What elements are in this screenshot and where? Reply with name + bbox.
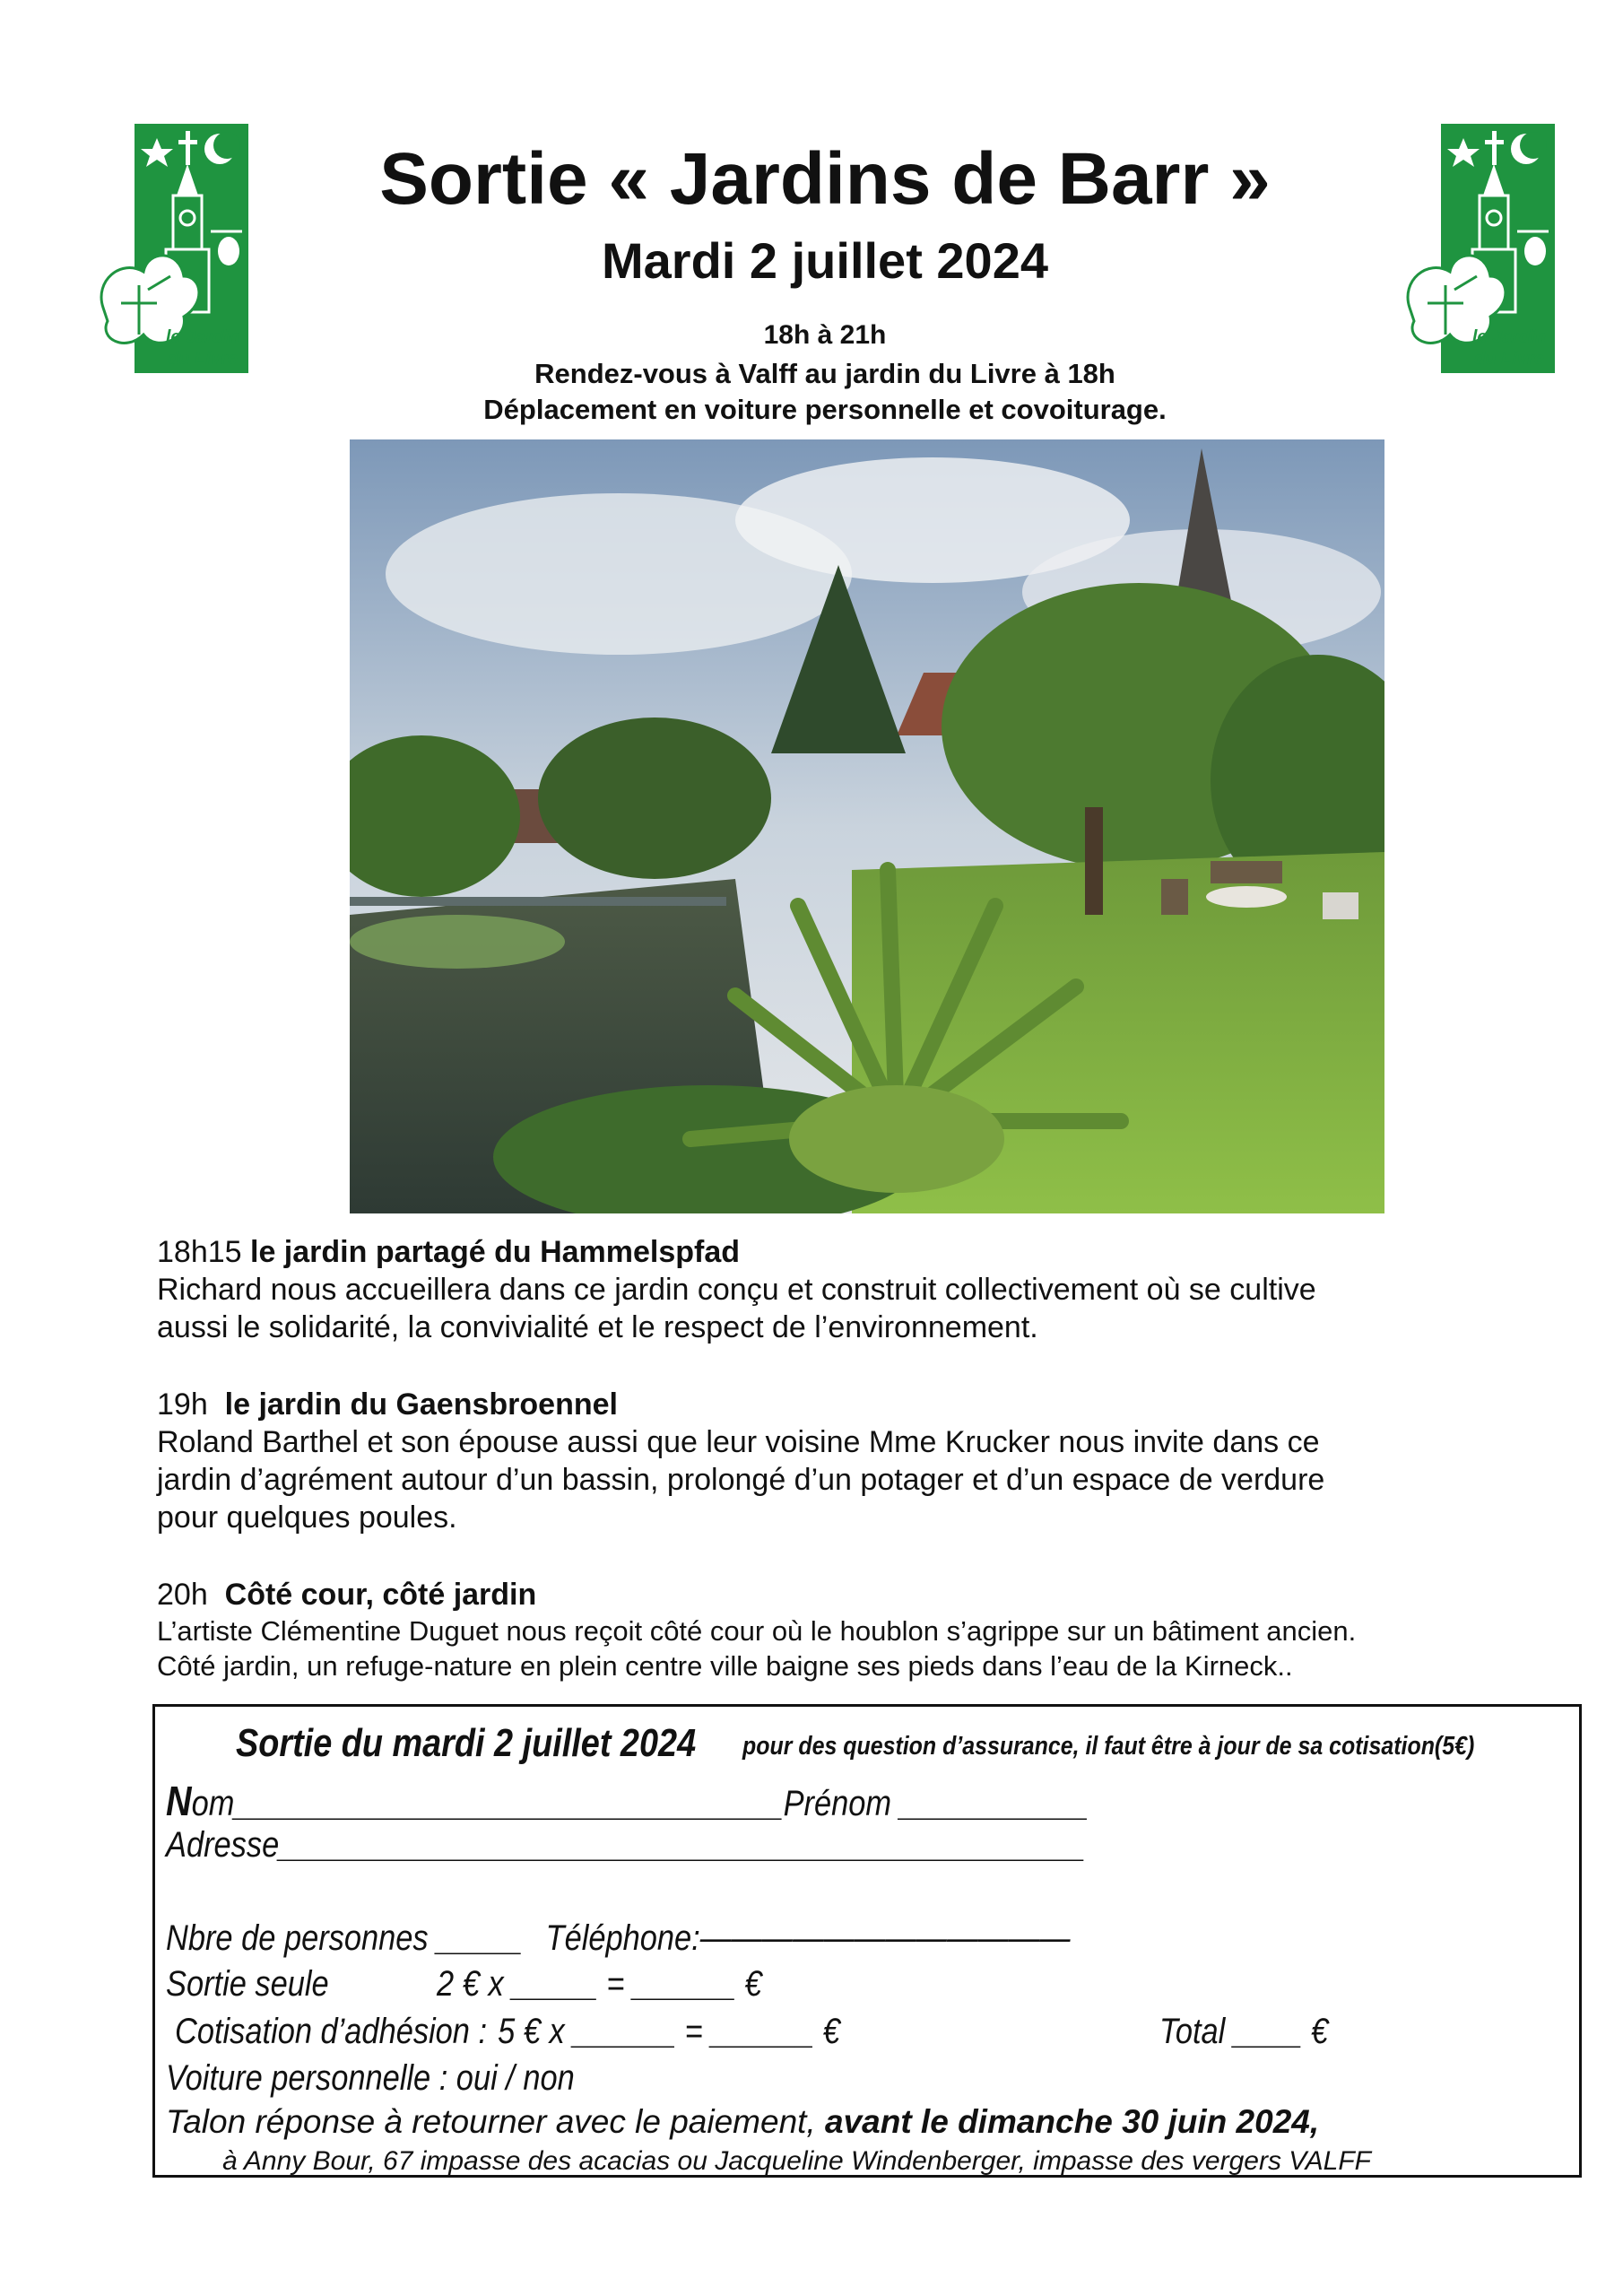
return-deadline: avant le dimanche 30 juin 2024, <box>825 2103 1320 2140</box>
outing-only-calc[interactable]: 2 € x _____ = ______ € <box>437 1964 762 2004</box>
program-time: 20h <box>157 1578 208 1612</box>
program-time: 19h <box>157 1387 208 1422</box>
program-desc-line: L’artiste Clémentine Duguet nous reçoit côté cour où le houblon s’agrippe sur un bâtiment ancien. <box>157 1615 1357 1647</box>
return-italic: Talon réponse à <box>166 2103 404 2140</box>
membership-row <box>175 2012 840 2052</box>
persons-count-field[interactable]: Nbre de personnes _____ <box>166 1918 523 1958</box>
garden-photo <box>350 439 1384 1213</box>
address-field[interactable]: Adresse_______________________________________________ <box>166 1825 1086 1865</box>
program-desc-line: jardin d’agrément autour d’un bassin, prolongé d’un potager et d’un espace de verdure <box>157 1463 1325 1497</box>
persons-phone-row <box>166 1918 1071 1959</box>
phone-label: Téléphone: <box>545 1918 700 1958</box>
event-date: Mardi 2 juillet 2024 <box>602 232 1048 289</box>
program-desc-line: Richard nous accueillera dans ce jardin conçu et construit collectivement où se cultive <box>157 1273 1316 1307</box>
membership-label: Cotisation d’adhésion : <box>175 2012 488 2051</box>
page-title: Sortie « Jardins de Barr » <box>379 138 1271 220</box>
program-place: Côté cour, côté jardin <box>224 1578 537 1612</box>
logo-jardin-du-livre-left <box>94 124 248 373</box>
membership-calc[interactable]: 5 € x ______ = ______ € <box>498 2012 840 2051</box>
logo-text-line1: le Jardin <box>1471 327 1547 347</box>
meeting-point: Rendez-vous à Valff au jardin du Livre à 18h <box>534 358 1115 389</box>
program-time: 18h15 <box>157 1235 242 1269</box>
program-place: le jardin partagé du Hammelspfad <box>250 1235 741 1269</box>
phone-field[interactable]: ———————————— <box>699 1918 1071 1958</box>
event-hours: 18h à 21h <box>763 320 887 350</box>
car-choice[interactable]: Voiture personnelle : oui / non <box>166 2058 575 2098</box>
form-title: Sortie du mardi 2 juillet 2024 <box>236 1721 697 1765</box>
outing-only-label: Sortie seule <box>166 1964 329 2004</box>
logo-jardin-du-livre-right <box>1401 124 1555 373</box>
name-label-line: om________________________________ <box>191 1784 784 1823</box>
transport-info: Déplacement en voiture personnelle et covoiturage. <box>483 394 1167 425</box>
firstname-field[interactable]: Prénom ___________ <box>783 1784 1089 1823</box>
outing-only-row <box>166 1964 762 2005</box>
program-item-1 <box>157 1233 1484 1346</box>
total-field[interactable]: Total ____ € <box>1159 2012 1329 2051</box>
name-initial: N <box>166 1778 192 1824</box>
program-desc-line: aussi le solidarité, la convivialité et le respect de l’environnement. <box>157 1310 1038 1344</box>
return-instructions <box>166 2103 1319 2141</box>
name-field[interactable] <box>166 1777 1089 1825</box>
return-address: à Anny Bour, 67 impasse des acacias ou Jacqueline Windenberger, impasse des vergers VALFF <box>222 2146 1371 2176</box>
logo-text-line1: le Jardin <box>165 327 240 347</box>
program-desc-line: Roland Barthel et son épouse aussi que leur voisine Mme Krucker nous invite dans ce <box>157 1425 1320 1459</box>
return-plain: retourner avec le paiement, <box>403 2103 825 2140</box>
program-desc-line: Côté jardin, un refuge-nature en plein centre ville baigne ses pieds dans l’eau de la Kirneck.. <box>157 1650 1293 1682</box>
logo-text-line2: du Livre <box>168 349 238 369</box>
program-desc-line: pour quelques poules. <box>157 1500 457 1535</box>
program-item-3 <box>157 1576 1484 1683</box>
program-place: le jardin du Gaensbroennel <box>224 1387 618 1422</box>
insurance-note: pour des question d’assurance, il faut être à jour de sa cotisation(5€) <box>742 1732 1475 1761</box>
registration-slip <box>152 1704 1582 2178</box>
logo-text-line2: du Livre <box>1474 349 1544 369</box>
program-item-2 <box>157 1386 1484 1536</box>
